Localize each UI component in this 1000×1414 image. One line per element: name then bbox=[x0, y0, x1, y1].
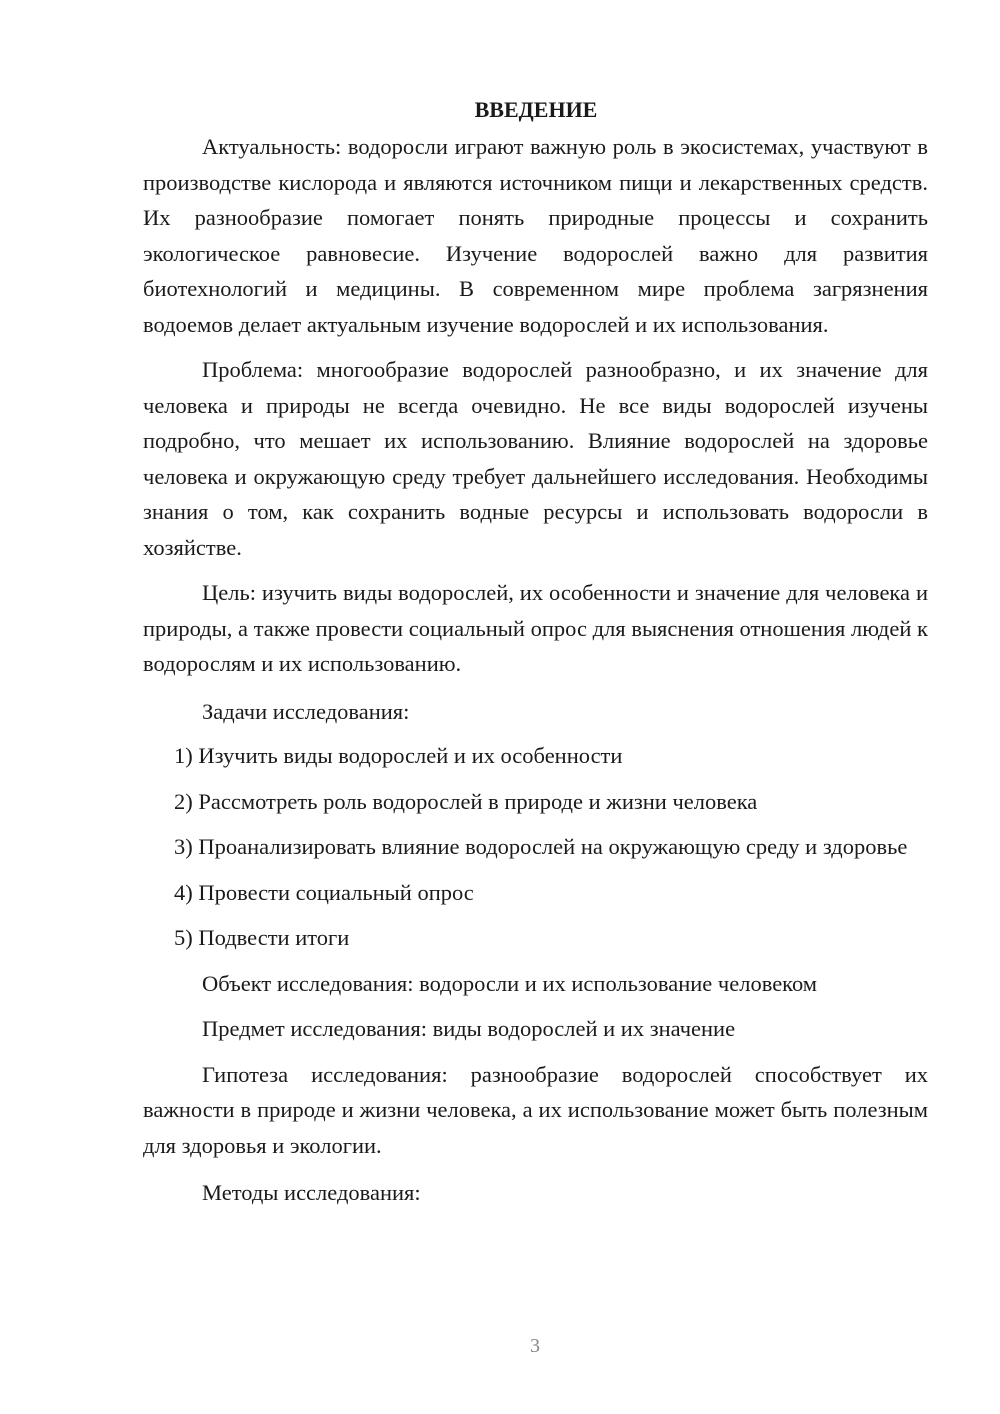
document-page bbox=[143, 92, 928, 1211]
page-title: ВВЕДЕНИЕ bbox=[474, 97, 598, 122]
subject-paragraph: Предмет исследования: виды водорослей и их значение bbox=[202, 1016, 736, 1041]
relevance-paragraph: Актуальность: водоросли играют важную роль в экосистемах, участвуют в производстве кислорода и являются источником пищи и лекарственных средств. Их разнообразие помогает понять природные процессы и сохранить экологическое равновесие. Изучение водорослей важно для развития биотехнологий и медицины. В современном мире проблема загрязнения водоемов делает актуальным изучение водорослей и их использования. bbox=[143, 134, 928, 337]
list-item: 4) Провести социальный опрос bbox=[174, 879, 474, 905]
tasks-label: Задачи исследования: bbox=[202, 698, 410, 724]
methods-label: Методы исследования: bbox=[202, 1180, 421, 1205]
goal-paragraph: Цель: изучить виды водорослей, их особенности и значение для человека и природы, а также провести социальный опрос для выяснения отношения людей к водорослям и их использованию. bbox=[143, 580, 928, 676]
problem-paragraph: Проблема: многообразие водорослей разнообразно, и их значение для человека и природы не всегда очевидно. Не все виды водорослей изучены подробно, что мешает их использованию. Влияние водорослей на здоровье человека и окружающую среду требует дальнейшего исследования. Необходимы знания о том, как сохранить водные ресурсы и использовать водоросли в хозяйстве. bbox=[143, 357, 928, 560]
object-paragraph: Объект исследования: водоросли и их использование человеком bbox=[202, 970, 818, 996]
list-item: 1) Изучить виды водорослей и их особенности bbox=[174, 743, 623, 768]
hypothesis-paragraph: Гипотеза исследования: разнообразие водорослей способствует их важности в природе и жизни человека, а их использование может быть полезным для здоровья и экологии. bbox=[143, 1061, 928, 1158]
list-item: 5) Подвести итоги bbox=[174, 925, 350, 950]
tasks-list bbox=[143, 738, 928, 956]
page-number: 3 bbox=[530, 1335, 540, 1357]
list-item: 2) Рассмотреть роль водорослей в природе и жизни человека bbox=[174, 788, 758, 814]
list-item: 3) Проанализировать влияние водорослей на окружающую среду и здоровье bbox=[174, 834, 908, 859]
